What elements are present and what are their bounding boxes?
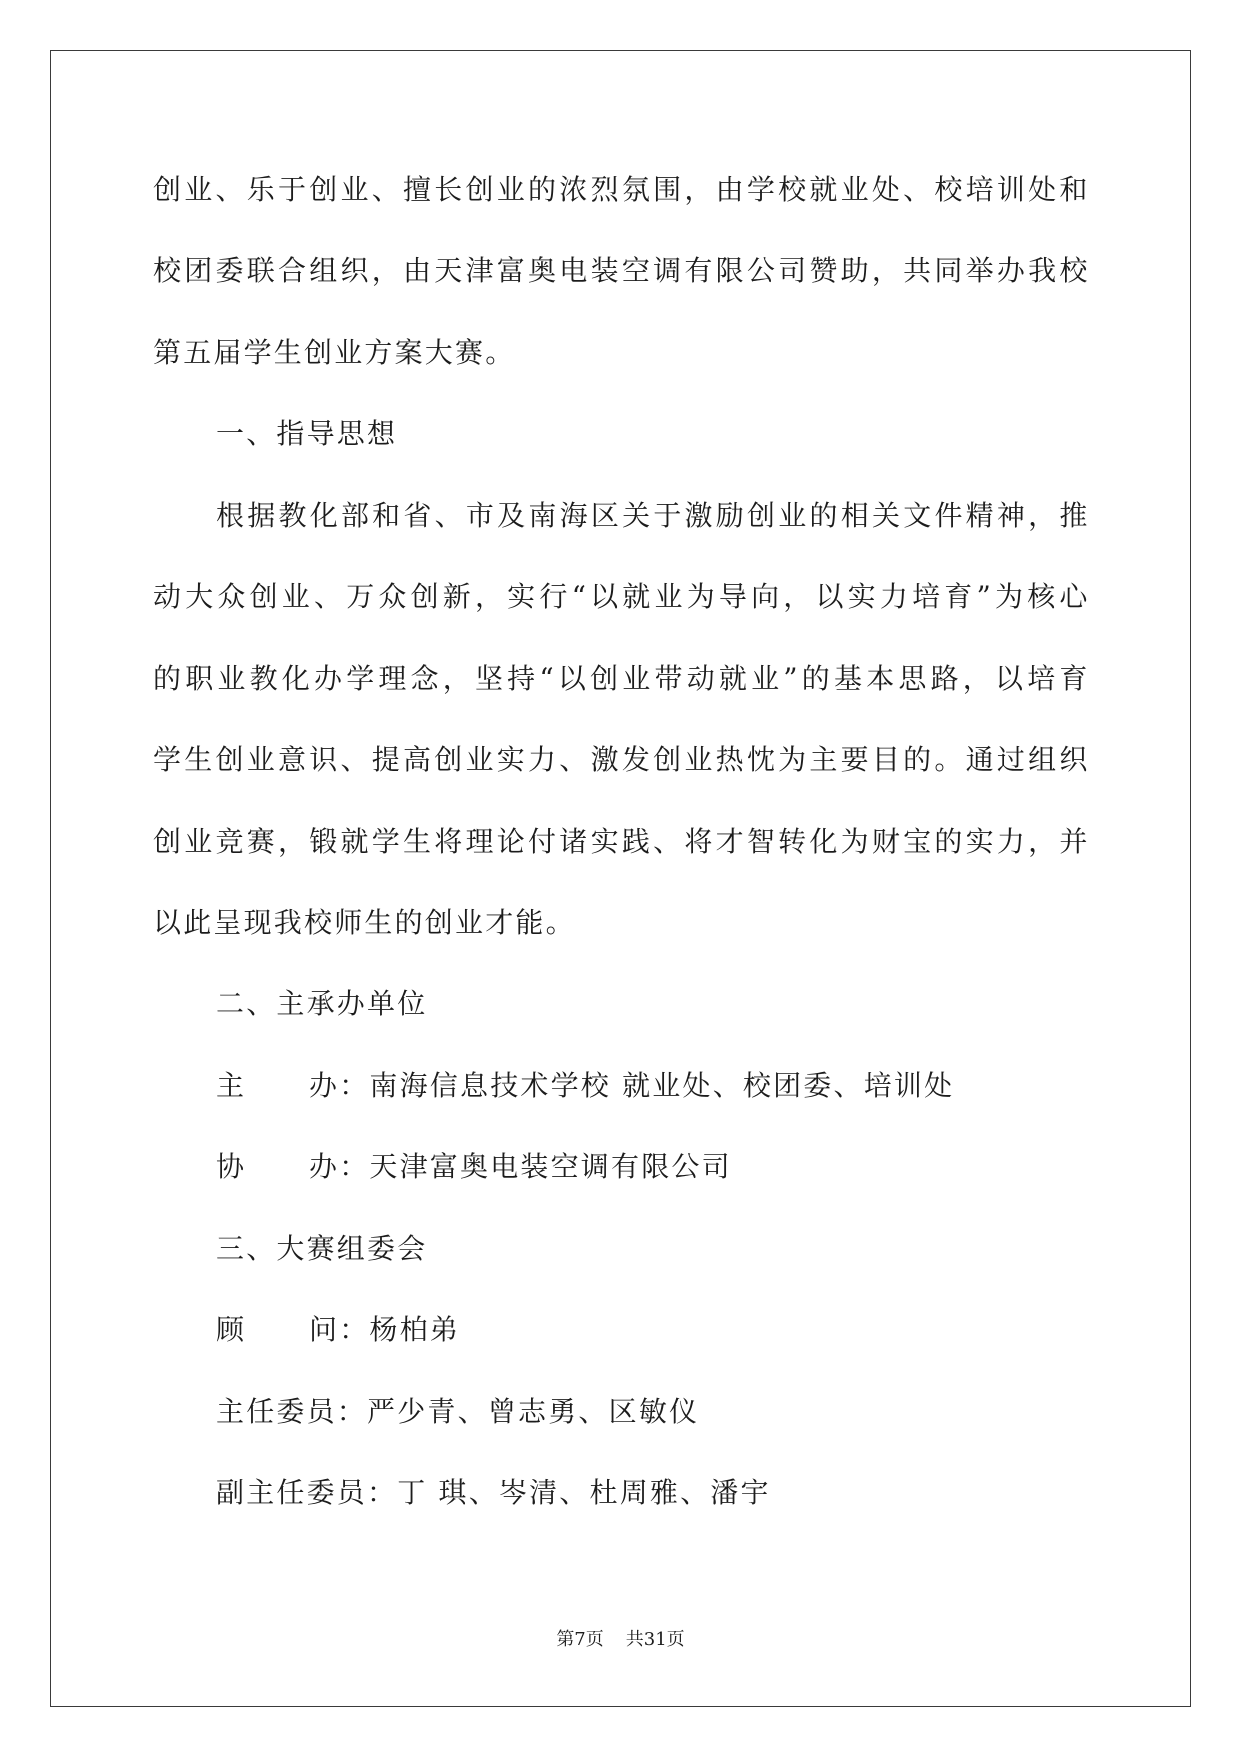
text-line: 的职业教化办学理念，坚持“以创业带动就业”的基本思路，以培育	[153, 661, 1089, 695]
row-label-end: 办：	[309, 1150, 370, 1184]
row-label-start: 主	[216, 1068, 247, 1102]
row-label-end: 办：	[309, 1068, 370, 1102]
section-heading: 三、大赛组委会	[216, 1231, 428, 1265]
document-body	[153, 149, 1089, 1533]
text-line: 根据教化部和省、市及南海区关于激励创业的相关文件精神，推	[216, 498, 1089, 532]
row-value: 天津富奥电装空调有限公司	[369, 1150, 732, 1184]
text-line: 创业竞赛，锻就学生将理论付诸实践、将才智转化为财宝的实力，并	[153, 824, 1089, 858]
text-line: 创业、乐于创业、擅长创业的浓烈氛围，由学校就业处、校培训处和	[153, 173, 1089, 206]
row-label: 副主任委员：	[216, 1476, 398, 1509]
row-value: 杨柏弟	[369, 1313, 461, 1347]
text-line: 学生创业意识、提高创业实力、激发创业热忱为主要目的。通过组织	[153, 743, 1089, 777]
text-line: 校团委联合组织，由天津富奥电装空调有限公司赞助，共同举办我校	[153, 254, 1089, 288]
row-value: 南海信息技术学校 就业处、校团委、培训处	[369, 1068, 955, 1102]
row-label-start: 顾	[216, 1313, 247, 1347]
current-page-label: 第7页	[556, 1629, 604, 1650]
committee-row	[153, 1289, 1089, 1370]
section-heading: 二、主承办单位	[216, 987, 428, 1021]
section-heading: 一、指导思想	[216, 417, 398, 451]
total-pages-label: 共31页	[625, 1629, 685, 1650]
row-label: 主任委员：	[216, 1394, 368, 1428]
text-line: 第五届学生创业方案大赛。	[153, 335, 516, 369]
page-footer	[0, 1628, 1241, 1652]
row-label-start: 协	[216, 1150, 247, 1184]
text-line: 动大众创业、万众创新，实行“以就业为导向，以实力培育”为核心	[153, 580, 1089, 614]
row-value: 严少青、曾志勇、区敏仪	[367, 1394, 700, 1428]
row-value: 丁 琪、岑清、杜周雅、潘宇	[397, 1476, 771, 1509]
organizer-row	[153, 1126, 1089, 1207]
row-label-end: 问：	[309, 1313, 370, 1347]
committee-row	[153, 1452, 1089, 1533]
text-line: 以此呈现我校师生的创业才能。	[153, 905, 576, 939]
committee-row	[153, 1371, 1089, 1452]
organizer-row	[153, 1045, 1089, 1126]
